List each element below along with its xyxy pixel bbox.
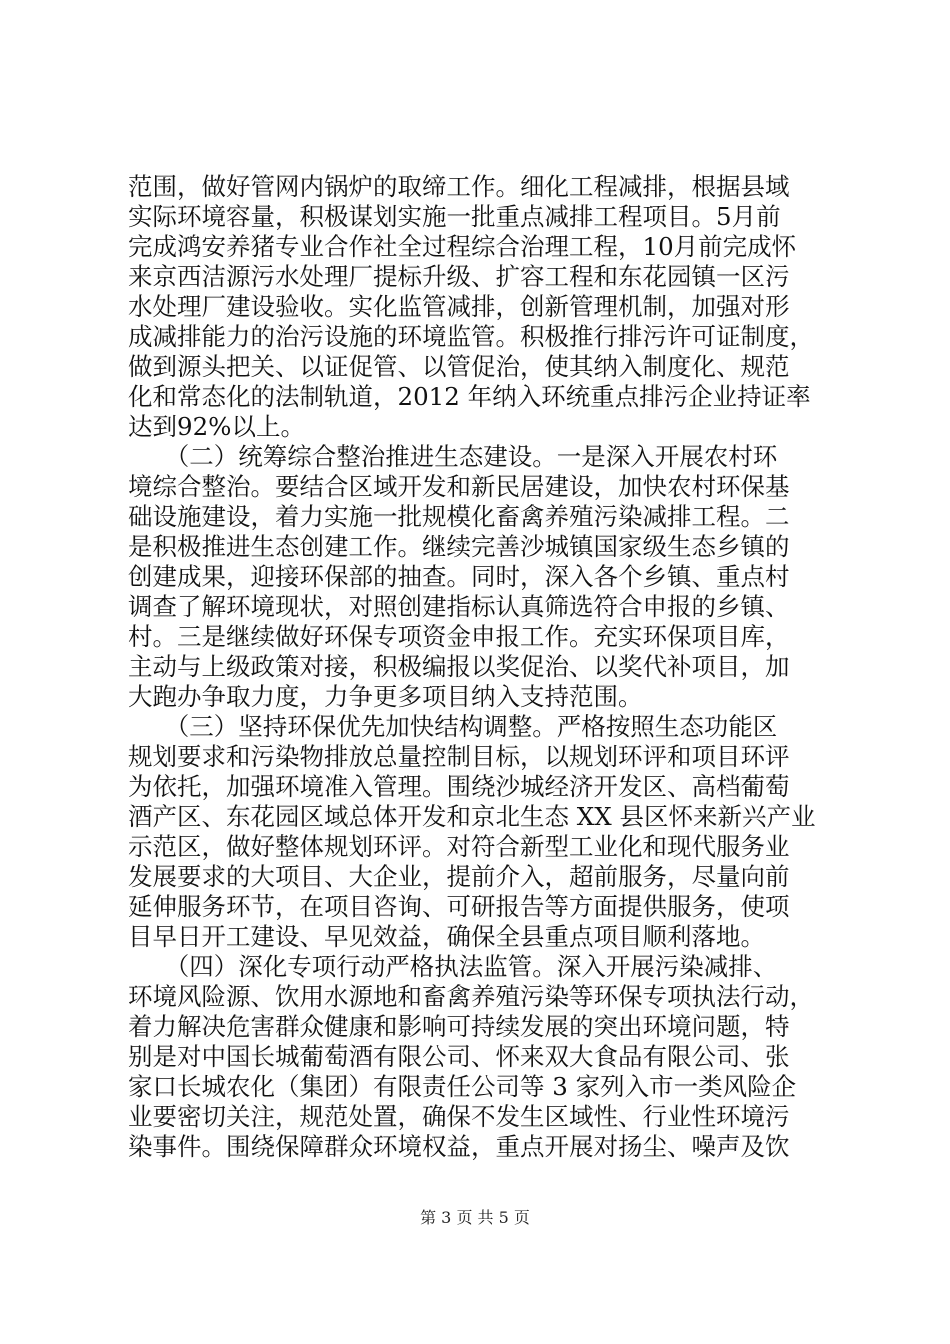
text-line: 达到92%以上。 (128, 412, 305, 441)
text-line: 家口长城农化（集团）有限责任公司等 3 家列入市一类风险企 (128, 1072, 797, 1101)
text-line: 成减排能力的治污设施的环境监管。积极推行排污许可证制度， (128, 322, 814, 351)
page-footer: 第 3 页 共 5 页 (420, 1208, 530, 1227)
text-line: 示范区，做好整体规划环评。对符合新型工业化和现代服务业 (128, 832, 790, 861)
text-line: 水处理厂建设验收。实化监管减排，创新管理机制，加强对形 (128, 292, 790, 321)
text-line: 础设施建设，着力实施一批规模化畜禽养殖污染减排工程。二 (128, 502, 790, 531)
text-line: 来京西洁源污水处理厂提标升级、扩容工程和东花园镇一区污 (128, 262, 790, 291)
text-line: 主动与上级政策对接，积极编报以奖促治、以奖代补项目，加 (128, 652, 790, 681)
text-line: （四）深化专项行动严格执法监管。深入开展污染减排、 (128, 952, 778, 981)
text-line: 延伸服务环节，在项目咨询、可研报告等方面提供服务，使项 (128, 892, 790, 921)
text-line: 境综合整治。要结合区域开发和新民居建设，加快农村环保基 (128, 472, 790, 501)
text-line: 为依托，加强环境准入管理。围绕沙城经济开发区、高档葡萄 (128, 772, 790, 801)
text-line: 别是对中国长城葡萄酒有限公司、怀来双大食品有限公司、张 (128, 1042, 790, 1071)
text-line: 做到源头把关、以证促管、以管促治，使其纳入制度化、规范 (128, 352, 790, 381)
text-line: 是积极推进生态创建工作。继续完善沙城镇国家级生态乡镇的 (128, 532, 790, 561)
text-line: 酒产区、东花园区域总体开发和京北生态 XX 县区怀来新兴产业 (128, 802, 816, 831)
text-line: 规划要求和污染物排放总量控制目标，以规划环评和项目环评 (128, 742, 790, 771)
text-line: 实际环境容量，积极谋划实施一批重点减排工程项目。5月前 (128, 202, 781, 231)
text-line: 发展要求的大项目、大企业，提前介入，超前服务，尽量向前 (128, 862, 790, 891)
text-line: 目早日开工建设、早见效益，确保全县重点项目顺利落地。 (128, 922, 765, 951)
text-line: 大跑办争取力度，力争更多项目纳入支持范围。 (128, 682, 643, 711)
text-line: 化和常态化的法制轨道，2012 年纳入环统重点排污企业持证率 (128, 382, 811, 411)
text-line: 完成鸿安养猪专业合作社全过程综合治理工程，10月前完成怀 (128, 232, 797, 261)
text-line: （三）坚持环保优先加快结构调整。严格按照生态功能区 (128, 712, 778, 741)
text-line: （二）统筹综合整治推进生态建设。一是深入开展农村环 (128, 442, 778, 471)
text-line: 业要密切关注，规范处置，确保不发生区域性、行业性环境污 (128, 1102, 790, 1131)
text-line: 染事件。围绕保障群众环境权益，重点开展对扬尘、噪声及饮 (128, 1132, 790, 1161)
text-line: 环境风险源、饮用水源地和畜禽养殖污染等环保专项执法行动， (128, 982, 814, 1011)
text-line: 创建成果，迎接环保部的抽查。同时，深入各个乡镇、重点村 (128, 562, 790, 591)
text-line: 调查了解环境现状，对照创建指标认真筛选符合申报的乡镇、 (128, 592, 790, 621)
text-line: 村。三是继续做好环保专项资金申报工作。充实环保项目库， (128, 622, 790, 651)
body-text (128, 172, 828, 1162)
text-line: 着力解决危害群众健康和影响可持续发展的突出环境问题，特 (128, 1012, 790, 1041)
text-line: 范围，做好管网内锅炉的取缔工作。细化工程减排，根据县域 (128, 172, 790, 201)
